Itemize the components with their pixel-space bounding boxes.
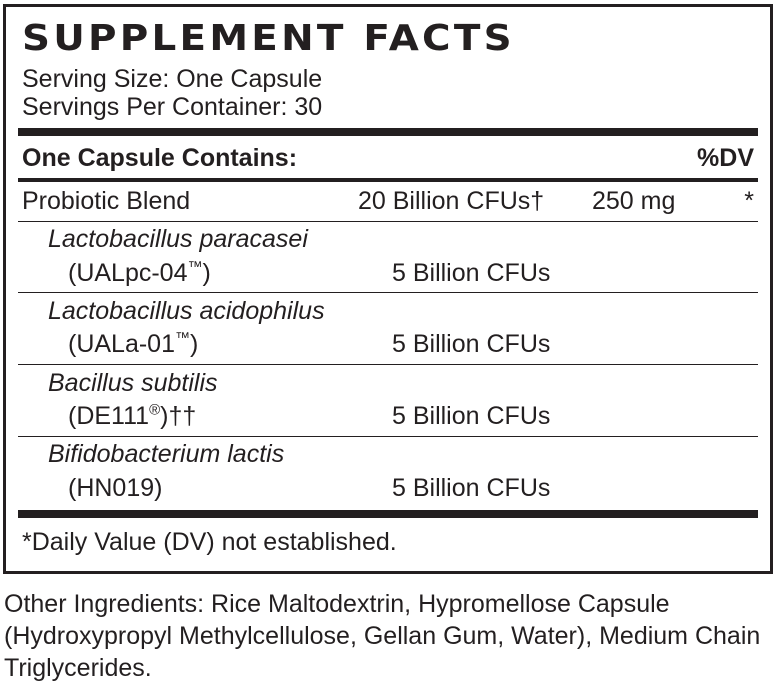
strain-code: (HN019) <box>68 474 163 502</box>
strain-cfu: 5 Billion CFUs <box>392 330 551 358</box>
header-divider <box>18 178 758 182</box>
strain-species: Bifidobacterium lactis <box>48 440 285 468</box>
other-ingredients: Other Ingredients: Rice Maltodextrin, Hypromellose Capsule (Hydroxypropyl Methylcellulose, Gellan Gum, Water), Medium Chain Triglycerides. <box>4 590 761 682</box>
row-divider <box>18 292 758 293</box>
panel-title: SUPPLEMENT FACTS <box>22 18 515 59</box>
blend-cfu: 20 Billion CFUs† <box>358 187 545 215</box>
strain-cfu: 5 Billion CFUs <box>392 474 551 502</box>
blend-dv: * <box>744 187 754 215</box>
thick-divider <box>18 128 758 136</box>
trademark-mark: ™ <box>175 329 190 347</box>
contains-header: One Capsule Contains: <box>22 144 298 172</box>
row-divider <box>18 221 758 222</box>
strain-species: Lactobacillus paracasei <box>48 225 308 253</box>
thick-divider <box>18 510 758 518</box>
strain-cfu: 5 Billion CFUs <box>392 259 551 287</box>
daily-value-footnote: *Daily Value (DV) not established. <box>22 528 397 556</box>
strain-species: Bacillus subtilis <box>48 369 218 397</box>
blend-name: Probiotic Blend <box>22 187 191 215</box>
servings-per-container: Servings Per Container: 30 <box>22 93 323 121</box>
strain-code: (UALa-01™) <box>68 329 199 358</box>
strain-code: (UALpc-04™) <box>68 258 211 287</box>
dv-header: %DV <box>697 144 754 172</box>
supplement-facts-panel <box>3 4 773 574</box>
strain-cfu: 5 Billion CFUs <box>392 402 551 430</box>
strain-code: (DE111®)†† <box>68 401 197 430</box>
blend-amount: 250 mg <box>592 187 676 215</box>
row-divider <box>18 364 758 365</box>
trademark-mark: ™ <box>187 258 203 276</box>
serving-size: Serving Size: One Capsule <box>22 65 323 93</box>
row-divider <box>18 436 758 437</box>
strain-species: Lactobacillus acidophilus <box>48 297 325 325</box>
registered-mark: ® <box>149 401 161 419</box>
